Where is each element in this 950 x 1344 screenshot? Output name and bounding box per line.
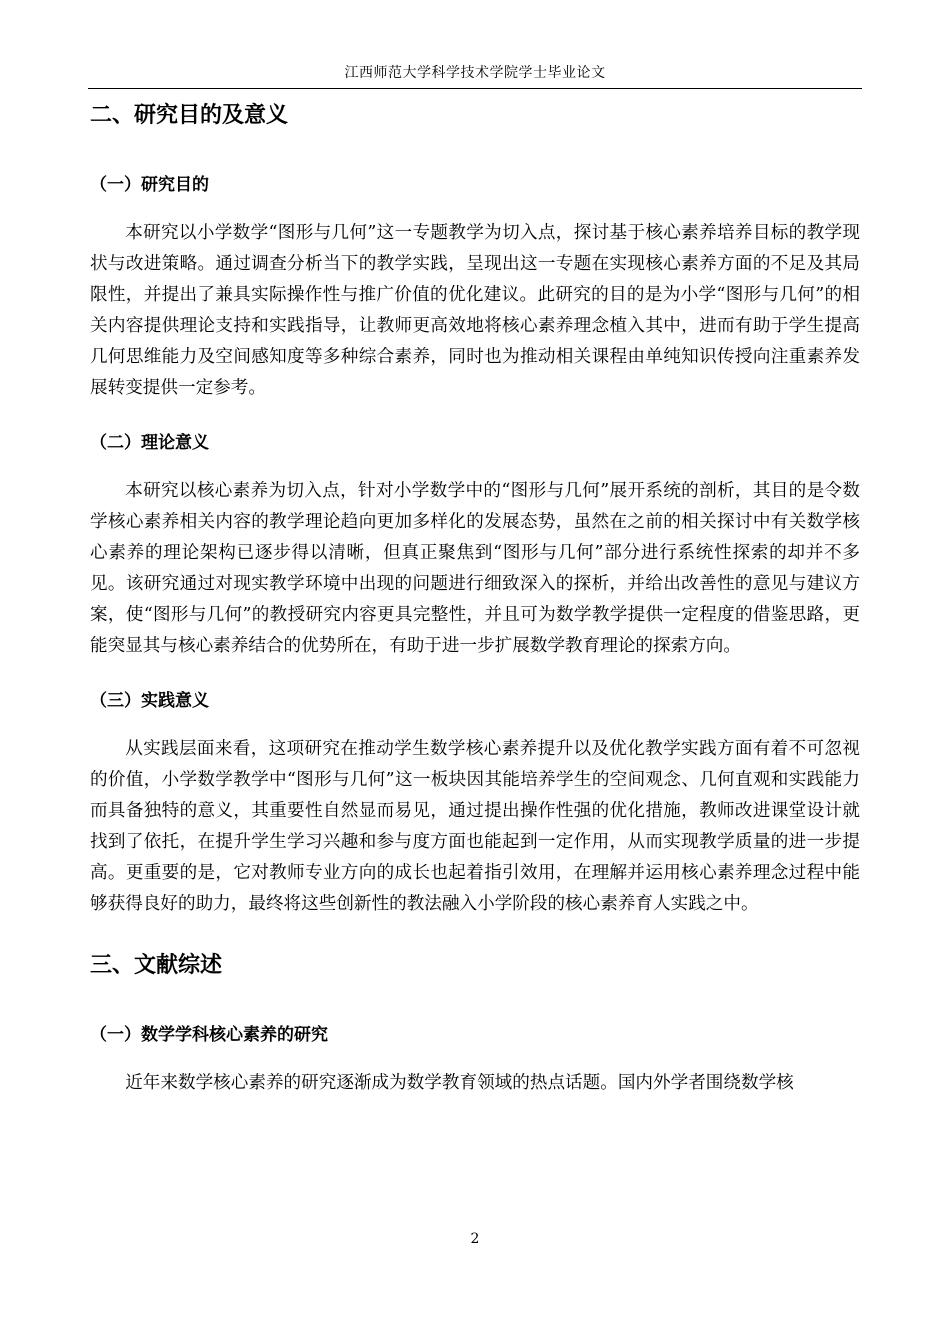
- subsection-heading-core-literacy-research: （一）数学学科核心素养的研究: [90, 1025, 328, 1045]
- section-heading-literature-review: 三、文献综述: [90, 953, 223, 978]
- paragraph-theory: 本研究以核心素养为切入点，针对小学数学中的“图形与几何”展开系统的剖析，其目的是令数学核心素养相关内容的教学理论趋向更加多样化的发展态势，虽然在之前的相关探讨中有关数学核心素养的理论架构已逐步得以清晰，但真正聚焦到“图形与几何”部分进行系统性探索的却并不多见。该研究通过对现实教学环境中出现的问题进行细致深入的探析，并给出改善性的意见与建议方案，使“图形与几何”的教授研究内容更具完整性，并且可为数学教学提供一定程度的借鉴思路，更能突显其与核心素养结合的优势所在，有助于进一步扩展数学教育理论的探索方向。: [90, 481, 860, 656]
- paragraph-practice: 从实践层面来看，这项研究在推动学生数学核心素养提升以及优化教学实践方面有着不可忽视的价值，小学数学教学中“图形与几何”这一板块因其能培养学生的空间观念、几何直观和实践能力而具备独特的意义，其重要性自然显而易见，通过提出操作性强的优化措施，教师改进课堂设计就找到了依托，在提升学生学习兴趣和参与度方面也能起到一定作用，从而实现教学质量的进一步提高。更重要的是，它对教师专业方向的成长也起着指引效用，在理解并运用核心素养理念过程中能够获得良好的助力，最终将这些创新性的教法融入小学阶段的核心素养育人实践之中。: [90, 739, 860, 914]
- page-number: 2: [470, 1231, 480, 1247]
- subsection-heading-theory: （二）理论意义: [90, 433, 209, 453]
- header-divider: [88, 88, 862, 89]
- running-header: 江西师范大学科学技术学院学士毕业论文: [344, 65, 606, 81]
- paragraph-purpose: 本研究以小学数学“图形与几何”这一专题教学为切入点，探讨基于核心素养培养目标的教学现状与改进策略。通过调查分析当下的教学实践，呈现出这一专题在实现核心素养方面的不足及其局限性，并提出了兼具实际操作性与推广价值的优化建议。此研究的目的是为小学“图形与几何”的相关内容提供理论支持和实践指导，让教师更高效地将核心素养理念植入其中，进而有助于学生提高几何思维能力及空间感知度等多种综合素养，同时也为推动相关课程由单纯知识传授向注重素养发展转变提供一定参考。: [90, 223, 860, 398]
- subsection-heading-practice: （三）实践意义: [90, 691, 209, 711]
- subsection-heading-purpose: （一）研究目的: [90, 175, 209, 195]
- section-heading-research-purpose: 二、研究目的及意义: [90, 103, 289, 128]
- page-body: [90, 98, 860, 1099]
- paragraph-core-literacy-research: 近年来数学核心素养的研究逐渐成为数学教育领域的热点话题。国内外学者围绕数学核: [125, 1073, 794, 1093]
